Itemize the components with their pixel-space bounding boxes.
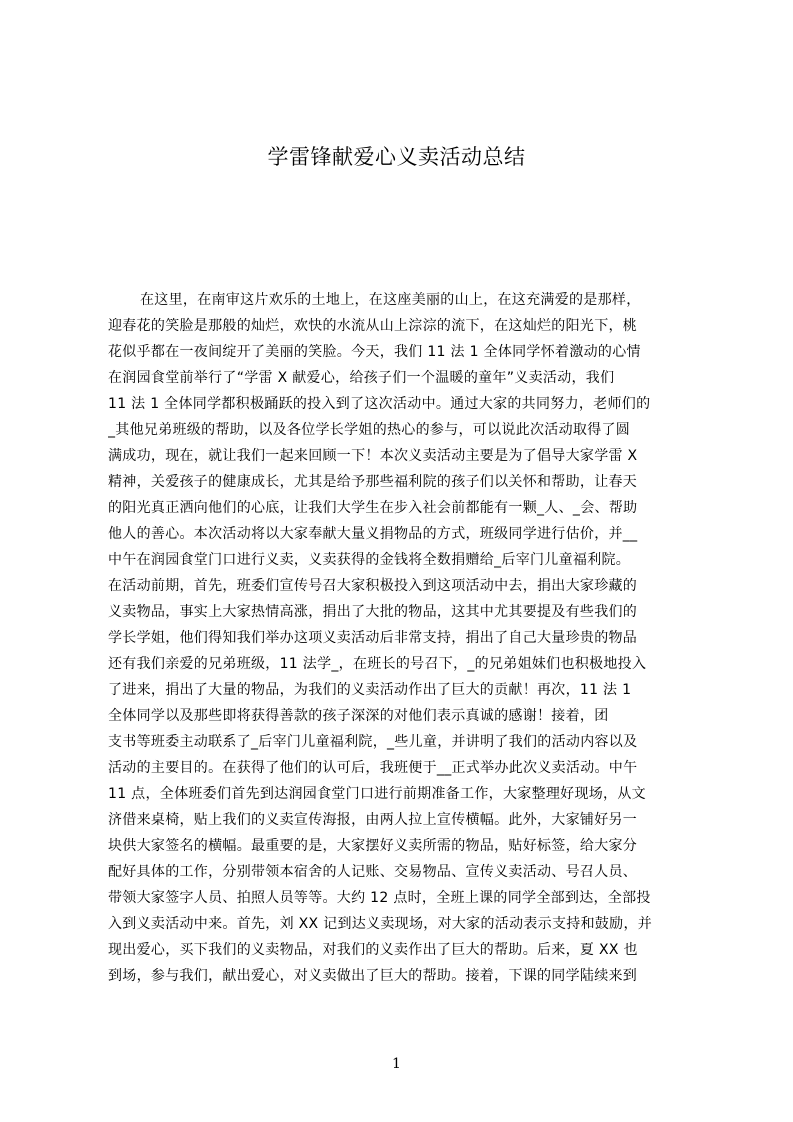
body-line: 11 点，全体班委们首先到达润园食堂门口进行前期准备工作，大家整理好现场，从文 [108, 786, 646, 802]
body-line: 迎春花的笑脸是那般的灿烂，欢快的水流从山上淙淙的流下，在这灿烂的阳光下，桃 [108, 318, 638, 334]
body-line: 了进来，捐出了大量的物品，为我们的义卖活动作出了巨大的贡献！再次，11 法 1 [108, 682, 632, 698]
body-line: 在活动前期，首先，班委们宣传号召大家积极投入到这项活动中去，捐出大家珍藏的 [108, 578, 638, 594]
body-line: 现出爱心，买下我们的义卖物品，对我们的义卖作出了巨大的帮助。后来，夏 XX 也 [108, 942, 638, 958]
body-line: 在润园食堂前举行了“学雷 X 献爱心，给孩子们一个温暖的童年”义卖活动，我们 [108, 370, 615, 386]
body-line: 在这里，在南审这片欢乐的土地上，在这座美丽的山上，在这充满爱的是那样， [140, 292, 641, 308]
body-line: 济借来桌椅，贴上我们的义卖宣传海报，由两人拉上宣传横幅。此外，大家铺好另一 [108, 812, 638, 828]
page-number: 1 [392, 1056, 401, 1072]
body-line: 11 法 1 全体同学都积极踊跃的投入到了这次活动中。通过大家的共同努力，老师们的 [108, 396, 651, 412]
body-line: 还有我们亲爱的兄弟班级，11 法学_，在班长的号召下，_的兄弟姐妹们也积极地投入 [108, 656, 647, 672]
body-line: 义卖物品，事实上大家热情高涨，捐出了大批的物品，这其中尤其要提及有些我们的 [108, 604, 638, 620]
body-line: 入到义卖活动中来。首先，刘 XX 记到达义卖现场，对大家的活动表示支持和鼓励，并 [108, 916, 653, 932]
document-body [108, 287, 698, 1057]
body-line: _其他兄弟班级的帮助，以及各位学长学姐的热心的参与，可以说此次活动取得了圆 [108, 422, 631, 438]
body-line: 学长学姐，他们得知我们举办这项义卖活动后非常支持，捐出了自己大量珍贵的物品 [108, 630, 638, 646]
body-line: 带领大家签字人员、拍照人员等等。大约 12 点时，全班上课的同学全部到达，全部投 [108, 890, 651, 906]
body-line: 花似乎都在一夜间绽开了美丽的笑脸。今天，我们 11 法 1 全体同学怀着激动的心情 [108, 344, 641, 360]
document-title: 学雷锋献爱心义卖活动总结 [267, 145, 526, 169]
body-line: 支书等班委主动联系了_后宰门儿童福利院，_些儿童，并讲明了我们的活动内容以及 [108, 734, 638, 750]
body-line: 全体同学以及那些即将获得善款的孩子深深的对他们表示真诚的感谢！接着，团 [108, 708, 609, 724]
body-line: 中午在润园食堂门口进行义卖，义卖获得的金钱将全数捐赠给_后宰门儿童福利院。 [108, 552, 631, 568]
body-line: 块供大家签名的横幅。最重要的是，大家摆好义卖所需的物品，贴好标签，给大家分 [108, 838, 638, 854]
body-line: 满成功，现在，就让我们一起来回顾一下！本次义卖活动主要是为了倡导大家学雷 X [108, 448, 638, 464]
body-line: 到场，参与我们，献出爱心，对义卖做出了巨大的帮助。接着，下课的同学陆续来到 [108, 968, 638, 984]
body-line: 精神，关爱孩子的健康成长，尤其是给予那些福利院的孩子们以关怀和帮助，让春天 [108, 474, 638, 490]
body-line: 的阳光真正洒向他们的心底，让我们大学生在步入社会前都能有一颗_人、_会、帮助 [108, 500, 638, 516]
body-line: 配好具体的工作，分别带领本宿舍的人记账、交易物品、宣传义卖活动、号召人员、 [108, 864, 638, 880]
body-line: 他人的善心。本次活动将以大家奉献大量义捐物品的方式，班级同学进行估价，并__ [108, 526, 638, 542]
body-line: 活动的主要目的。在获得了他们的认可后，我班便于__正式举办此次义卖活动。中午 [108, 760, 638, 776]
